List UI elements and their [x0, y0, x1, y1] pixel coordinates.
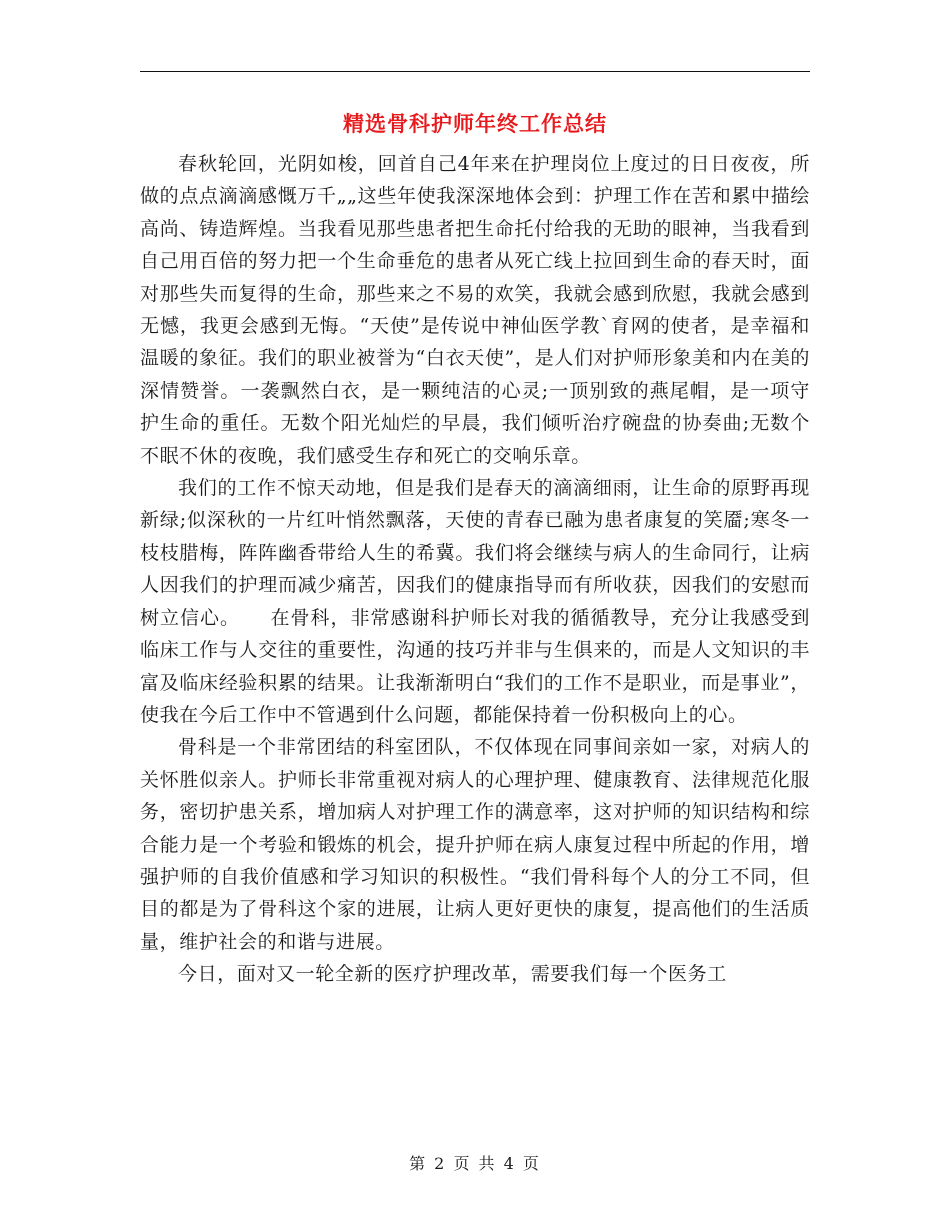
document-body [140, 148, 810, 991]
document-title: 精选骨科护师年终工作总结 [343, 111, 607, 136]
paragraph: 春秋轮回，光阴如梭，回首自己4年来在护理岗位上度过的日日夜夜，所做的点点滴滴感慨万千„„这些年使我深深地体会到：护理工作在苦和累中描绘高尚、铸造辉煌。当我看见那些患者把生命托付给我的无助的眼神，当我看到自己用百倍的努力把一个生命垂危的患者从死亡线上拉回到生命的春天时，面对那些失而复得的生命，那些来之不易的欢笑，我就会感到欣慰，我就会感到无憾，我更会感到无悔。“天使”是传说中神仙医学教`育网的使者，是幸福和温暖的象征。我们的职业被誉为“白衣天使”，是人们对护师形象美和内在美的深情赞誉。一袭飘然白衣，是一颗纯洁的心灵;一顶别致的燕尾帽，是一项守护生命的重任。无数个阳光灿烂的早晨，我们倾听治疗碗盘的协奏曲;无数个不眠不休的夜晚，我们感受生存和死亡的交响乐章。 [140, 153, 810, 467]
header-rule [140, 71, 810, 72]
paragraph: 骨科是一个非常团结的科室团队，不仅体现在同事间亲如一家，对病人的关怀胜似亲人。护师长非常重视对病人的心理护理、健康教育、法律规范化服务，密切护患关系，增加病人对护理工作的满意率，这对护师的知识结构和综合能力是一个考验和锻炼的机会，提升护师在病人康复过程中所起的作用，增强护师的自我价值感和学习知识的积极性。“我们骨科每个人的分工不同，但目的都是为了骨科这个家的进展，让病人更好更快的康复，提高他们的生活质量，维护社会的和谐与进展。 [140, 736, 810, 953]
page-number: 第 2 页 共 4 页 [409, 1154, 541, 1173]
paragraph: 我们的工作不惊天动地，但是我们是春天的滴滴细雨，让生命的原野再现新绿;似深秋的一片红叶悄然飘落，天使的青春已融为患者康复的笑靥;寒冬一枝枝腊梅，阵阵幽香带给人生的希冀。我们将会继续与病人的生命同行，让病人因我们的护理而减少痛苦，因我们的健康指导而有所收获，因我们的安慰而树立信心。 在骨科，非常感谢科护师长对我的循循教导，充分让我感受到临床工作与人交往的重要性，沟通的技巧并非与生俱来的，而是人文知识的丰富及临床经验积累的结果。让我渐渐明白“我们的工作不是职业，而是事业”，使我在今后工作中不管遇到什么问题，都能保持着一份积极向上的心。 [140, 477, 810, 726]
paragraph: 今日，面对又一轮全新的医疗护理改革，需要我们每一个医务工 [178, 963, 727, 986]
